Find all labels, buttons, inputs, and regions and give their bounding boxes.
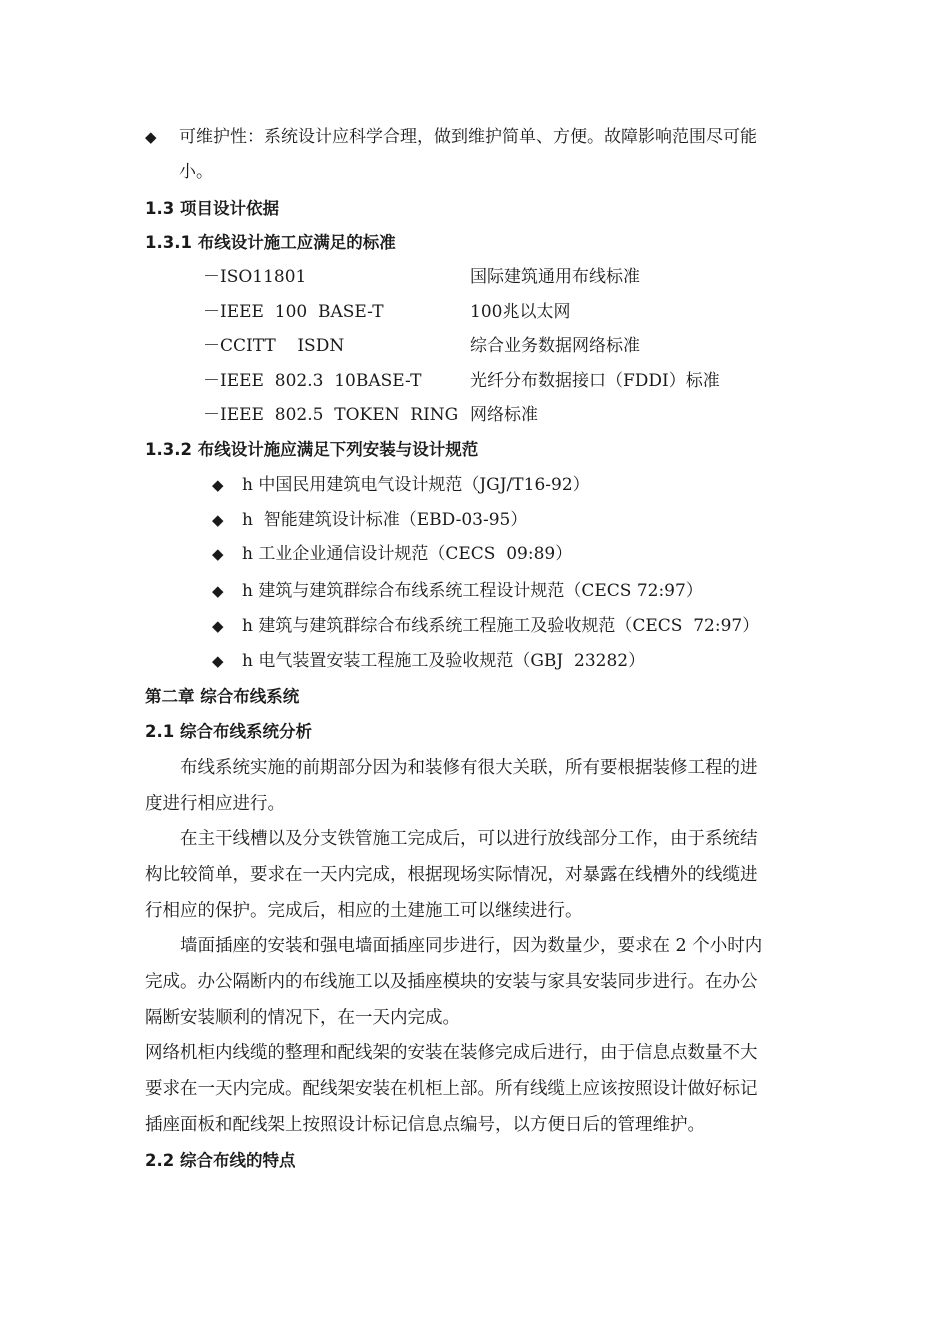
spec-list-item xyxy=(212,615,759,637)
spec-text: h 电气装置安装工程施工及验收规范（GBJ 23282） xyxy=(242,651,646,671)
spec-text: h 建筑与建筑群综合布线系统工程施工及验收规范（CECS 72:97） xyxy=(242,616,760,636)
paragraph-line: 网络机柜内线缆的整理和配线架的安装在装修完成后进行，由于信息点数量不大 xyxy=(145,1043,758,1063)
standard-code: －CCITT ISDN xyxy=(203,336,345,356)
spec-text: h 中国民用建筑电气设计规范（JGJ/T16-92） xyxy=(242,475,590,495)
spec-text: h 工业企业通信设计规范（CECS 09:89） xyxy=(242,544,573,564)
paragraph-line: 在主干线槽以及分支铁管施工完成后，可以进行放线部分工作，由于系统结 xyxy=(145,829,758,849)
section-heading-2-1: 2.1 综合布线系统分析 xyxy=(145,722,312,741)
diamond-bullet-icon: ◆ xyxy=(145,128,157,146)
section-heading-1-3-2: 1.3.2 布线设计施应满足下列安装与设计规范 xyxy=(145,440,479,459)
standard-code: －IEEE 802.5 TOKEN RING xyxy=(203,405,459,425)
paragraph-line: 构比较简单，要求在一天内完成，根据现场实际情况，对暴露在线槽外的线缆进 xyxy=(145,865,758,885)
standard-code: －IEEE 100 BASE-T xyxy=(203,302,384,322)
spec-text: h 建筑与建筑群综合布线系统工程设计规范（CECS 72:97） xyxy=(242,581,703,601)
paragraph-line: 完成。办公隔断内的布线施工以及插座模块的安装与家具安装同步进行。在办公 xyxy=(145,972,758,992)
spec-list-item xyxy=(212,650,645,672)
paragraph-line: 行相应的保护。完成后，相应的土建施工可以继续进行。 xyxy=(145,901,583,921)
diamond-bullet-icon: ◆ xyxy=(212,511,224,529)
standard-desc: 国际建筑通用布线标准 xyxy=(470,267,640,287)
standard-desc: 100兆以太网 xyxy=(470,302,571,322)
maintainability-bullet xyxy=(145,126,757,148)
spec-list-item xyxy=(212,543,572,565)
standard-code: －ISO11801 xyxy=(203,267,307,287)
diamond-bullet-icon: ◆ xyxy=(212,617,224,635)
diamond-bullet-icon: ◆ xyxy=(212,545,224,563)
paragraph-line: 要求在一天内完成。配线架安装在机柜上部。所有线缆上应该按照设计做好标记 xyxy=(145,1079,758,1099)
standard-desc: 网络标准 xyxy=(470,405,538,425)
diamond-bullet-icon: ◆ xyxy=(212,652,224,670)
paragraph-line: 墙面插座的安装和强电墙面插座同步进行，因为数量少，要求在 2 个小时内 xyxy=(145,936,763,956)
paragraph-line: 插座面板和配线架上按照设计标记信息点编号，以方便日后的管理维护。 xyxy=(145,1115,705,1135)
section-heading-2-2: 2.2 综合布线的特点 xyxy=(145,1151,296,1170)
diamond-bullet-icon: ◆ xyxy=(212,476,224,494)
paragraph-line: 布线系统实施的前期部分因为和装修有很大关联，所有要根据装修工程的进 xyxy=(145,758,758,778)
spec-list-item xyxy=(212,580,703,602)
standard-desc: 综合业务数据网络标准 xyxy=(470,336,640,356)
standard-desc: 光纤分布数据接口（FDDI）标准 xyxy=(470,371,720,391)
chapter-heading-2: 第二章 综合布线系统 xyxy=(145,687,300,706)
maintainability-text-line1: 可维护性：系统设计应科学合理，做到维护简单、方便。故障影响范围尽可能 xyxy=(179,127,757,147)
standard-code: －IEEE 802.3 10BASE-T xyxy=(203,371,422,391)
paragraph-line: 隔断安装顺利的情况下，在一天内完成。 xyxy=(145,1008,460,1028)
spec-text: h 智能建筑设计标准（EBD-03-95） xyxy=(242,510,528,530)
spec-list-item xyxy=(212,474,590,496)
paragraph-line: 度进行相应进行。 xyxy=(145,794,285,814)
maintainability-text-line2: 小。 xyxy=(179,162,213,182)
section-heading-1-3-1: 1.3.1 布线设计施工应满足的标准 xyxy=(145,233,396,252)
spec-list-item xyxy=(212,509,527,531)
section-heading-1-3: 1.3 项目设计依据 xyxy=(145,199,279,218)
diamond-bullet-icon: ◆ xyxy=(212,582,224,600)
